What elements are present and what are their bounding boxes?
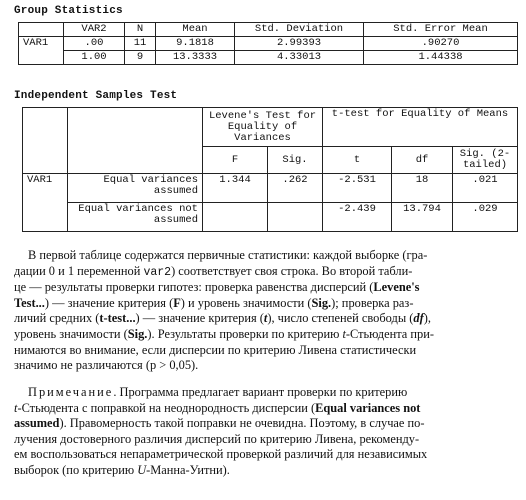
paragraph-note [14,385,520,479]
bold-term: Sig. [311,295,332,310]
text-segment: ), [423,311,431,326]
se-value: .90270 [364,37,518,51]
bold-italic-term: t [263,311,268,326]
text-line [14,311,520,327]
text-segment: личий средних ( [14,311,100,326]
df-value: 18 [392,174,453,203]
table-header-row [23,108,518,147]
text-line [14,280,520,296]
paragraph-explanation [14,248,520,374]
text-line [14,296,520,312]
var-label: VAR1 [19,37,64,51]
header-var2: VAR2 [64,23,125,37]
n-value: 9 [125,51,156,65]
italic-term: U [137,462,147,477]
se-value: 1.44338 [364,51,518,65]
italic-term: t [14,400,18,415]
n-value: 11 [125,37,156,51]
text-segment: -Стьюдента при- [345,326,434,341]
var-label-empty [19,51,64,65]
text-line [14,385,520,401]
row-label: Equal variances assumed [68,174,203,203]
bold-term: Levene's [373,280,420,295]
text-segment: ), число степеней свободы ( [267,311,414,326]
header-empty-cell [68,108,203,174]
header-empty-cell [19,23,64,37]
bold-term: assumed [14,416,60,431]
text-segment: ем воспользоваться непараметрической проверкой различий для независимых [14,447,428,462]
ttest-header: t-test for Equality of Means [323,108,518,147]
subheader-t: t [323,147,392,174]
text-line [14,343,520,359]
text-segment: дации 0 и 1 переменной [14,263,144,278]
group-statistics-table [18,22,518,65]
text-line [14,463,520,479]
t-value: -2.439 [323,203,392,232]
bold-term: t-test... [99,311,136,326]
header-std-deviation: Std. Deviation [235,23,364,37]
italic-term: t [342,326,346,341]
table-row [19,37,518,51]
text-line [14,264,520,281]
subheader-df: df [392,147,453,174]
text-segment: ) — значение критерия ( [44,295,174,310]
text-segment: значимо не различаются (p > 0,05). [14,358,199,373]
text-segment: уровень значимости ( [14,326,128,341]
f-value: 1.344 [203,174,268,203]
text-segment: це — результаты проверки гипотез: проверка равенства дисперсий ( [14,280,374,295]
sd-value: 4.33013 [235,51,364,65]
text-line [14,327,520,343]
text-line [14,401,520,417]
subheader-sig: Sig. [268,147,323,174]
note-label: Примечание [28,385,114,399]
text-segment: -Стьюдента с поправкой на неоднородность дисперсии ( [17,400,316,415]
text-segment: ) соответствует своя строка. Во второй табли- [171,263,413,278]
row-label: Equal variances not assumed [68,203,203,232]
text-line [14,447,520,463]
text-segment: ). Результаты проверки по критерию [147,326,343,341]
group-statistics-title: Group Statistics [14,5,123,17]
text-line [14,358,520,374]
bold-term: Test... [14,295,45,310]
var-label: VAR1 [23,174,68,203]
df-value: 13.794 [392,203,453,232]
mean-value: 13.3333 [156,51,235,65]
table-row [19,51,518,65]
bold-term: Equal variances not [315,400,421,415]
sig-value: .262 [268,174,323,203]
text-segment: ). Правомерность такой поправки не очевидна. Поэтому, в случае по- [59,416,425,431]
sd-value: 2.99393 [235,37,364,51]
text-segment: -Манна-Уитни). [146,462,230,477]
header-mean: Mean [156,23,235,37]
table-row [23,203,518,232]
var2-value: .00 [64,37,125,51]
sig2-value: .021 [453,174,518,203]
text-segment: . Программа предлагает вариант проверки по критерию [113,385,408,399]
f-value [203,203,268,232]
independent-samples-test-table [22,107,518,232]
mean-value: 9.1818 [156,37,235,51]
header-std-error-mean: Std. Error Mean [364,23,518,37]
text-segment: нимаются во внимание, если дисперсии по критерию Ливена статистически [14,342,417,357]
header-n: N [125,23,156,37]
text-segment: ) и уровень значимости ( [180,295,312,310]
independent-samples-test-title: Independent Samples Test [14,90,178,102]
sig2-value: .029 [453,203,518,232]
text-line [14,416,520,432]
bold-term: F [173,295,181,310]
header-empty-cell [23,108,68,174]
subheader-f: F [203,147,268,174]
var2-value: 1.00 [64,51,125,65]
text-segment: В первой таблице содержатся первичные статистики: каждой выборке (гра- [28,248,428,262]
code-variable-name: var2 [143,265,172,279]
levene-header: Levene's Test for Equality of Variances [203,108,323,147]
bold-italic-term: df [413,311,424,326]
table-row [23,174,518,203]
subheader-sig-2-tailed: Sig. (2-tailed) [453,147,518,174]
text-line [14,248,520,264]
text-segment: лучения достоверного различия дисперсий по критерию Ливена, рекоменду- [14,431,420,446]
text-segment: выборок (по критерию [14,462,138,477]
sig-value [268,203,323,232]
text-segment: ); проверка раз- [331,295,414,310]
text-line [14,432,520,448]
t-value: -2.531 [323,174,392,203]
text-segment: ) — значение критерия ( [135,311,264,326]
table-header-row [19,23,518,37]
var-label-empty [23,203,68,232]
bold-term: Sig. [127,326,148,341]
